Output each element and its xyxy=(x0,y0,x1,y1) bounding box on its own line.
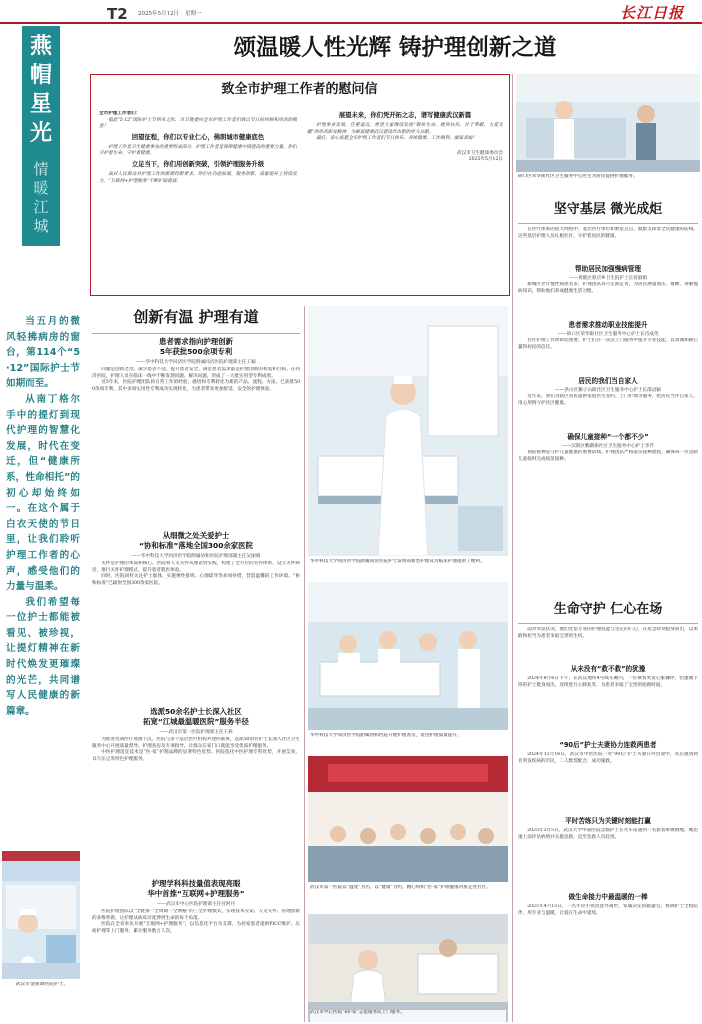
article-paragraph: 2025年4月15日，一名年轻小伙因意外离世，家属决定捐献器官。协调护士全程陪伴，用专业与温暖，让爱在生命中延续。 xyxy=(518,904,698,916)
letter-title: 致全市护理工作者的慰问信 xyxy=(221,82,378,97)
page-header xyxy=(0,0,702,24)
sidebar-intro xyxy=(6,314,80,834)
letter-paragraph: 护理事业发展，任重道远。希望大家继续发扬“敬佑生命、救死扶伤、甘于奉献、大爱无疆”的崇高职业精神，为推进健康武汉建设作出新的更大贡献。 xyxy=(307,123,503,135)
article-body xyxy=(92,367,300,517)
article-subheading: “协和标准”落地全国300余家医院 xyxy=(139,541,253,550)
letter-greeting: 全市护理工作者们： xyxy=(99,111,141,116)
photo-patent-bed xyxy=(308,306,508,556)
article-paragraph: 为推进优质医疗资源下沉，医院与多个基层医疗机构共建医联体，选派50余名护士长深入社区卫生服务中心开展质量督导、护理查房及专项指导，让群众在家门口就能享受优质护理服务。 xyxy=(92,737,300,749)
section-lifeguard-title: 生命守护 仁心在场 xyxy=(553,602,663,617)
grassroots-article xyxy=(518,227,698,549)
sidebar-intro-para: 当五月的微风轻拂病房的窗台，第114个“5·12”国际护士节如期而至。 xyxy=(6,316,80,390)
article-paragraph: 社区护理工作琐碎而重要，护士们在一次次上门服务中提升专业技能，以真诚和耐心赢得居民的信任。 xyxy=(518,338,698,350)
article-body xyxy=(518,450,698,484)
page-headline: 颂温暖人性光辉 铸护理创新之道 xyxy=(233,35,557,61)
photo-caption: 武汉市第一医院以“温度”为名，以“健康”为约，精心组织“医·家”护理健康讲座走进社区。 xyxy=(310,885,491,890)
article-body xyxy=(518,828,698,888)
photo-home-visit xyxy=(308,914,508,1022)
article-byline: ——华中科技大学同济医学院附属同济医院护理部主任王颖 xyxy=(136,360,256,365)
section-divider xyxy=(518,223,698,224)
column-divider xyxy=(512,74,513,1022)
article-subheading: 选派50余名护士长深入社区 xyxy=(150,707,242,716)
letter-subheading: 立足当下，你们用创新突破，引领护理服务升级 xyxy=(131,160,265,168)
article-subheading: “90后”护士夫妻协力连救两患者 xyxy=(559,741,657,749)
article-byline: ——武汉市中心医院护理部主任付阿丹 xyxy=(156,902,236,907)
issue-weekday: 星期一 xyxy=(185,11,202,17)
hospital-ward-illustration xyxy=(308,306,508,556)
article-body xyxy=(518,904,698,964)
section-divider xyxy=(518,623,698,624)
article-byline: ——洪山区狮子山街社区卫生服务中心护士长邵冠颖 xyxy=(555,388,661,393)
lifeguard-article xyxy=(518,627,698,1023)
article-byline: ——汉阳区鹦鹉街社区卫生服务中心护士李芹 xyxy=(562,444,654,449)
article-paragraph: 医院在全省率先开展“互联网+护理服务”，以信息化平台为支撑，为居家患者提供PICC维护、压疮护理等上门服务，累计服务数万人次。 xyxy=(92,922,300,934)
article-paragraph: 中医护理适宜技术是“医·家”护理品牌的显著特色优势。医院依托中医护理专科优势，开展艾灸、耳穴压豆等特色护理服务。 xyxy=(92,750,300,762)
article-body xyxy=(518,676,698,736)
article-subheading: 从细微之处关爱护士 xyxy=(162,531,230,540)
sidebar xyxy=(0,26,82,1024)
article-body xyxy=(92,909,300,1023)
article-paragraph: 在医疗体系的庞大网络中，基层医疗单位如繁星点点，默默支撑着全民健康的防线。这些基层护理人员扎根社区，守护着居民的健康。 xyxy=(518,227,698,239)
article-byline: ——硚口区荣华街社区卫生服务中心护士长肖成英 xyxy=(557,332,659,337)
photo-caption: 华中科技大学同济医学院附属同济医院护士发明的新型护理床为临床护理提供了便利。 xyxy=(310,559,485,564)
article-byline: ——黄陂区蔡店乡卫生院护士长曾淑娟 xyxy=(568,276,648,281)
sidebar-title: 燕帽星光 xyxy=(29,34,52,146)
article-paragraph: 面对突发状况，他们凭借专业的护理技能与坚定的仁心，在危急时刻挺身而出，以果敢和担当为患者争取宝贵的生机。 xyxy=(518,627,698,639)
article-paragraph: 预防接种是守护儿童健康的重要防线。护理团队严格落实接种流程，确保每一位适龄儿童按时完成疫苗接种。 xyxy=(518,450,698,462)
letter-signature: 武汉市卫生健康委员会 xyxy=(457,150,503,156)
article-paragraph: 近5年来，医院护理团队将日常工作的经验、感悟和专利转化为新的产品、流程、方法，已获批500余项专利，其中多项实用性专利成功实现转化，为患者带来更加舒适、安全的护理体验。 xyxy=(92,380,300,392)
article-subheading: 华中首推“互联网+护理服务” xyxy=(147,889,245,898)
article-body xyxy=(518,282,698,316)
article-body xyxy=(518,752,698,812)
letter-box xyxy=(90,74,510,296)
issue-date: 2025年5月12日 xyxy=(138,11,179,17)
section-divider xyxy=(92,333,300,334)
health-lecture-illustration xyxy=(308,756,508,882)
article-paragraph: 同时，医院同样关注护士群体，实施弹性排班、心理疏导等多项举措，营造温馨的工作环境。“协和标准”已辐射全国300余家医院。 xyxy=(92,574,300,586)
letter-paragraph: 值此“5·12”国际护士节到来之际，市卫健委向全市护理工作者们致以节日的问候和崇高的敬意！ xyxy=(99,117,297,130)
article-paragraph: 2024年11月16日，武汉市中医医院一对“90后”护士夫妻在外出途中，先后遇到两名突发疾病的市民，二人默契配合，成功施救。 xyxy=(518,752,698,764)
article-subheading: 平时苦练只为关键时刻能打赢 xyxy=(565,817,651,825)
letter-paragraph: 护理工作是卫生健康事业的重要组成部分，护理工作者是保障健康中国建设的重要力量。你们守护着生命，守护着健康。 xyxy=(99,144,297,157)
article-subheading: 5年获批500余项专利 xyxy=(159,347,233,356)
sidebar-subtitle: 情暖江城 xyxy=(33,160,49,235)
sidebar-intro-para: 我们希望每一位护士都能被看见、被珍视，让提灯精神在新时代焕发更璀璨的光芒，共同谱写人民健康的新篇章。 xyxy=(6,596,80,717)
article-subheading: 从未没有“救不救”的犹豫 xyxy=(570,665,646,673)
column-divider xyxy=(304,306,305,1022)
sidebar-photo-caption: 武汉市金银潭医院护士。 xyxy=(15,982,69,987)
article-paragraph: 2025年3月5日，武汉大学中南医院急救护士在火车站遇到一名旅客晕厥倒地，她迅速上前评估病情并实施急救，直至急救人员赶到。 xyxy=(518,828,698,840)
photo-caption: 硚口区荣华街社区卫生服务中心医生为居民提供护理服务。 xyxy=(518,174,638,179)
section-innovation-title: 创新有温 护理有道 xyxy=(133,308,259,326)
letter-paragraph: 最后，衷心祝愿全市护理工作者们节日快乐、身体健康、工作顺利、阖家幸福！ xyxy=(316,136,477,142)
nursing-rounds-illustration xyxy=(308,582,508,730)
section-grassroots-title: 坚守基层 微光成炬 xyxy=(553,202,663,217)
article-subheading: 做生命接力中最温暖的一棒 xyxy=(568,893,648,901)
article-byline: ——武汉市第一医院护理部主任王莉 xyxy=(159,730,233,735)
innovation-article xyxy=(92,337,300,1023)
sidebar-intro-para: 从南丁格尔手中的提灯到现代护理的智慧化发展，时代在变迁，但“健康所系，性命相托”的初心却始终如一。在这个属于白衣天使的节日里，让我们聆听护理工作者的心声，感受他们的力量与温柔。 xyxy=(6,393,80,593)
home-care-illustration xyxy=(308,914,508,1022)
article-paragraph: 2024年8月6日下午，在武汉地铁4号线车厢内，一位乘客突发心脏骤停，恰逢刚下班的护士挺身而出，连续进行心肺复苏，为患者争取了宝贵的抢救时间。 xyxy=(518,676,698,688)
photo-community-lecture xyxy=(308,756,508,882)
letter-right-column xyxy=(307,111,503,291)
photo-ward-rounds xyxy=(308,582,508,730)
article-subheading: 患者需求指向护理创新 xyxy=(159,337,233,346)
letter-paragraph: 面对人民群众对护理工作的新期待新要求，你们在功能拓展、服务创新、质量提升上持续发力，“互联网+护理服务”不断扩面提质。 xyxy=(99,171,297,184)
letter-signature-date: 2025年5月12日 xyxy=(468,157,503,163)
article-subheading: 帮助居民加强慢病管理 xyxy=(575,265,641,273)
newspaper-logo: 长江日报 xyxy=(620,4,685,22)
article-subheading: 护理学科科技量值表现亮眼 xyxy=(151,879,241,888)
letter-subheading: 展望未来，你们凭开拓之志，谱写健康武汉新篇 xyxy=(338,112,472,119)
letter-subheading: 回望征程，你们以专业仁心，佛朗城市健康底色 xyxy=(131,133,265,141)
article-subheading: 确保儿童接种“一个都不少” xyxy=(567,433,649,441)
article-paragraph: 医院护理团队以“全链条一全周期一全网格”的三全护理模式，实现技术兑诺、人文关怀、管理创新的多维革新，让护理从病床旁延伸到生命的每个角落。 xyxy=(92,909,300,921)
photo-caption: 武汉市中心医院“e护家”志愿服务队上门服务。 xyxy=(310,1010,506,1023)
article-body xyxy=(518,394,698,428)
article-paragraph: 问题是创新之母。减少患者不适、提升患者安全，满足患者需求都是护理创新的初衷和目标。在同济医院，护理人员在临床一线中不断发现问题、解决问题，形成了一大批实用型专利成果。 xyxy=(92,367,300,379)
photo-community-clinic xyxy=(516,74,700,172)
article-body xyxy=(518,227,698,260)
article-paragraph: 近年来，我们为辖区居民提供家庭医生签约、上门护理等服务，把居民当作自家人，用心用情守护社区健康。 xyxy=(518,394,698,406)
sidebar-title-block xyxy=(22,26,60,246)
sidebar-photo xyxy=(2,851,80,979)
article-byline: ——华中科技大学同济医学院附属协和医院护理部副主任吴丽娟 xyxy=(131,554,261,559)
article-subheading: 居民的我们当自家人 xyxy=(578,377,638,385)
nurse-photo-illustration xyxy=(2,851,80,979)
article-paragraph: 关怀是护理的本质和核心。医院将人文关怀从理论到实践，构建了全方位的关怀体系，设立关怀病房，推行关怀护理模式，提升患者就医体验。 xyxy=(92,561,300,573)
clinic-visit-illustration xyxy=(516,74,700,172)
article-subheading: 拓宽“江城最温暖医院”服务半径 xyxy=(143,717,249,726)
article-paragraph: 新城区老年慢性病患者多，护理团队每月定期走访，为居民测量血压、血糖，讲解慢病知识，帮助他们养成健康生活习惯。 xyxy=(518,282,698,294)
article-subheading: 患者需求推动职业技能提升 xyxy=(568,321,648,329)
photo-caption: 华中科技大学同济医学院附属协和医院开展护理查房，促进护理质量提升。 xyxy=(310,733,462,738)
letter-left-column xyxy=(99,111,297,291)
article-body xyxy=(518,338,698,372)
article-body xyxy=(92,561,300,693)
article-body xyxy=(518,627,698,660)
page-label: T2 xyxy=(107,5,128,23)
article-body xyxy=(92,737,300,865)
